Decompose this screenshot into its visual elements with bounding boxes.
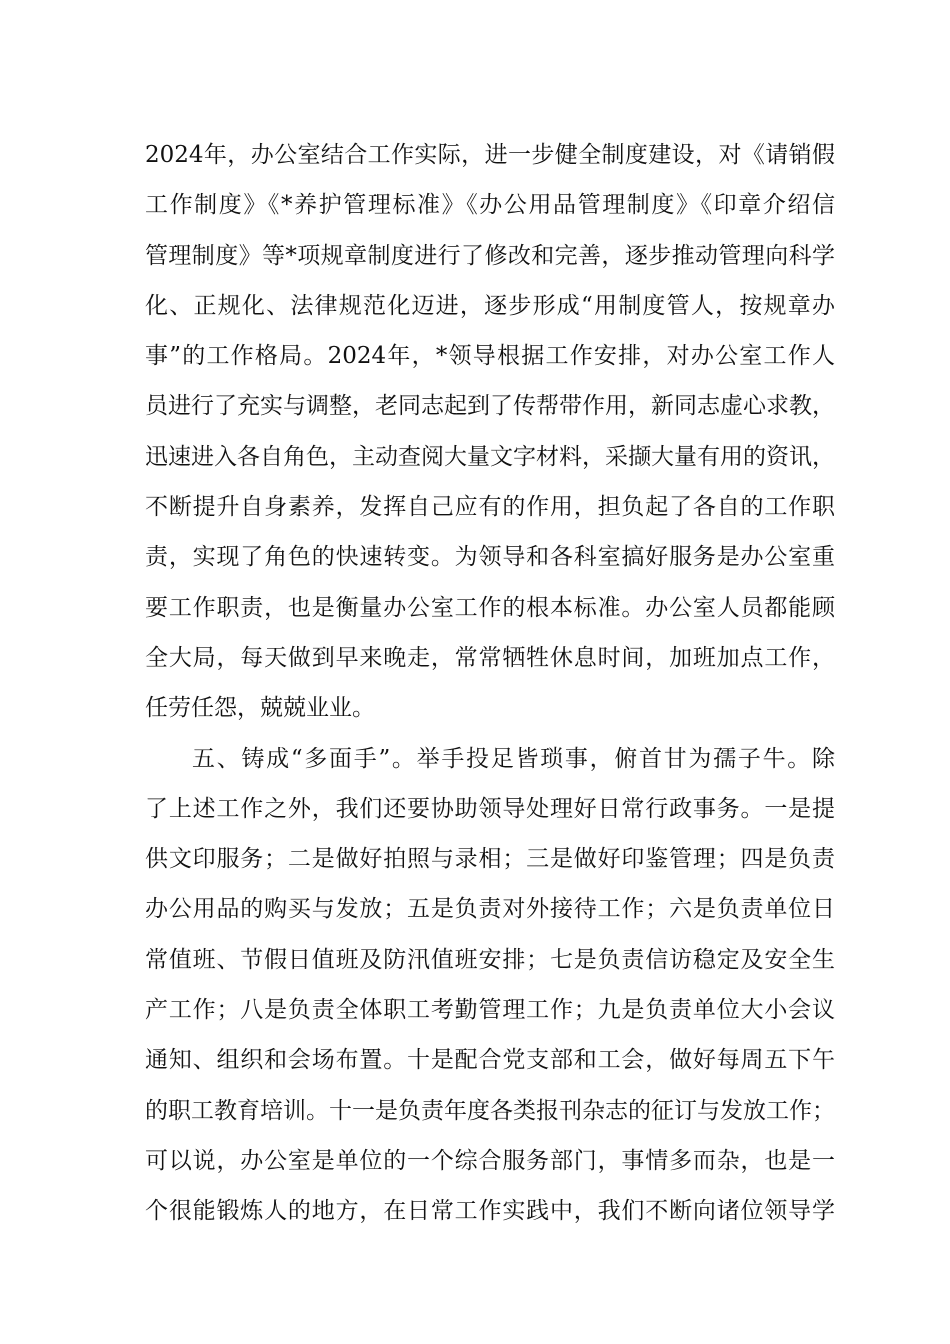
text-line: 个很能锻炼人的地方，在日常工作实践中，我们不断向诸位领导学	[145, 1198, 835, 1225]
text-line: 事”的工作格局。2024年，*领导根据工作安排，对办公室工作人	[145, 343, 835, 370]
text-line: 了上述工作之外，我们还要协助领导处理好日常行政事务。一是提	[145, 795, 835, 822]
text-line: 迅速进入各自角色，主动查阅大量文字材料，采撷大量有用的资讯，	[145, 443, 835, 470]
text-line: 常值班、节假日值班及防汛值班安排；七是负责信访稳定及安全生	[145, 946, 835, 973]
paragraph-1	[145, 130, 835, 734]
document-body	[145, 130, 835, 1237]
text-line: 任劳任怨，兢兢业业。	[145, 695, 375, 722]
text-line: 管理制度》等*项规章制度进行了修改和完善，逐步推动管理向科学	[145, 242, 835, 269]
text-line: 通知、组织和会场布置。十是配合党支部和工会，做好每周五下午	[145, 1047, 835, 1074]
text-line: 工作制度》《*养护管理标准》《办公用品管理制度》《印章介绍信	[145, 192, 835, 219]
text-line: 责，实现了角色的快速转变。为领导和各科室搞好服务是办公室重	[145, 544, 835, 571]
paragraph-2	[145, 734, 835, 1237]
text-line: 可以说，办公室是单位的一个综合服务部门，事情多而杂，也是一	[145, 1147, 835, 1174]
text-line: 员进行了充实与调整，老同志起到了传帮带作用，新同志虚心求教，	[145, 393, 835, 420]
text-line: 的职工教育培训。十一是负责年度各类报刊杂志的征订与发放工作；	[145, 1097, 835, 1124]
text-line: 办公用品的购买与发放；五是负责对外接待工作；六是负责单位日	[145, 896, 835, 923]
text-line: 供文印服务；二是做好拍照与录相；三是做好印鉴管理；四是负责	[145, 846, 835, 873]
text-line: 2024年，办公室结合工作实际，进一步健全制度建设，对《请销假	[145, 142, 835, 168]
text-line: 五、铸成“多面手”。举手投足皆琐事，俯首甘为孺子牛。除	[192, 745, 835, 772]
text-line: 产工作；八是负责全体职工考勤管理工作；九是负责单位大小会议	[145, 997, 835, 1024]
text-line: 化、正规化、法律规范化迈进，逐步形成“用制度管人，按规章办	[145, 292, 835, 319]
text-line: 全大局，每天做到早来晚走，常常牺牲休息时间，加班加点工作，	[145, 644, 835, 671]
text-line: 不断提升自身素养，发挥自己应有的作用，担负起了各自的工作职	[145, 494, 835, 521]
text-line: 要工作职责，也是衡量办公室工作的根本标准。办公室人员都能顾	[145, 594, 835, 621]
